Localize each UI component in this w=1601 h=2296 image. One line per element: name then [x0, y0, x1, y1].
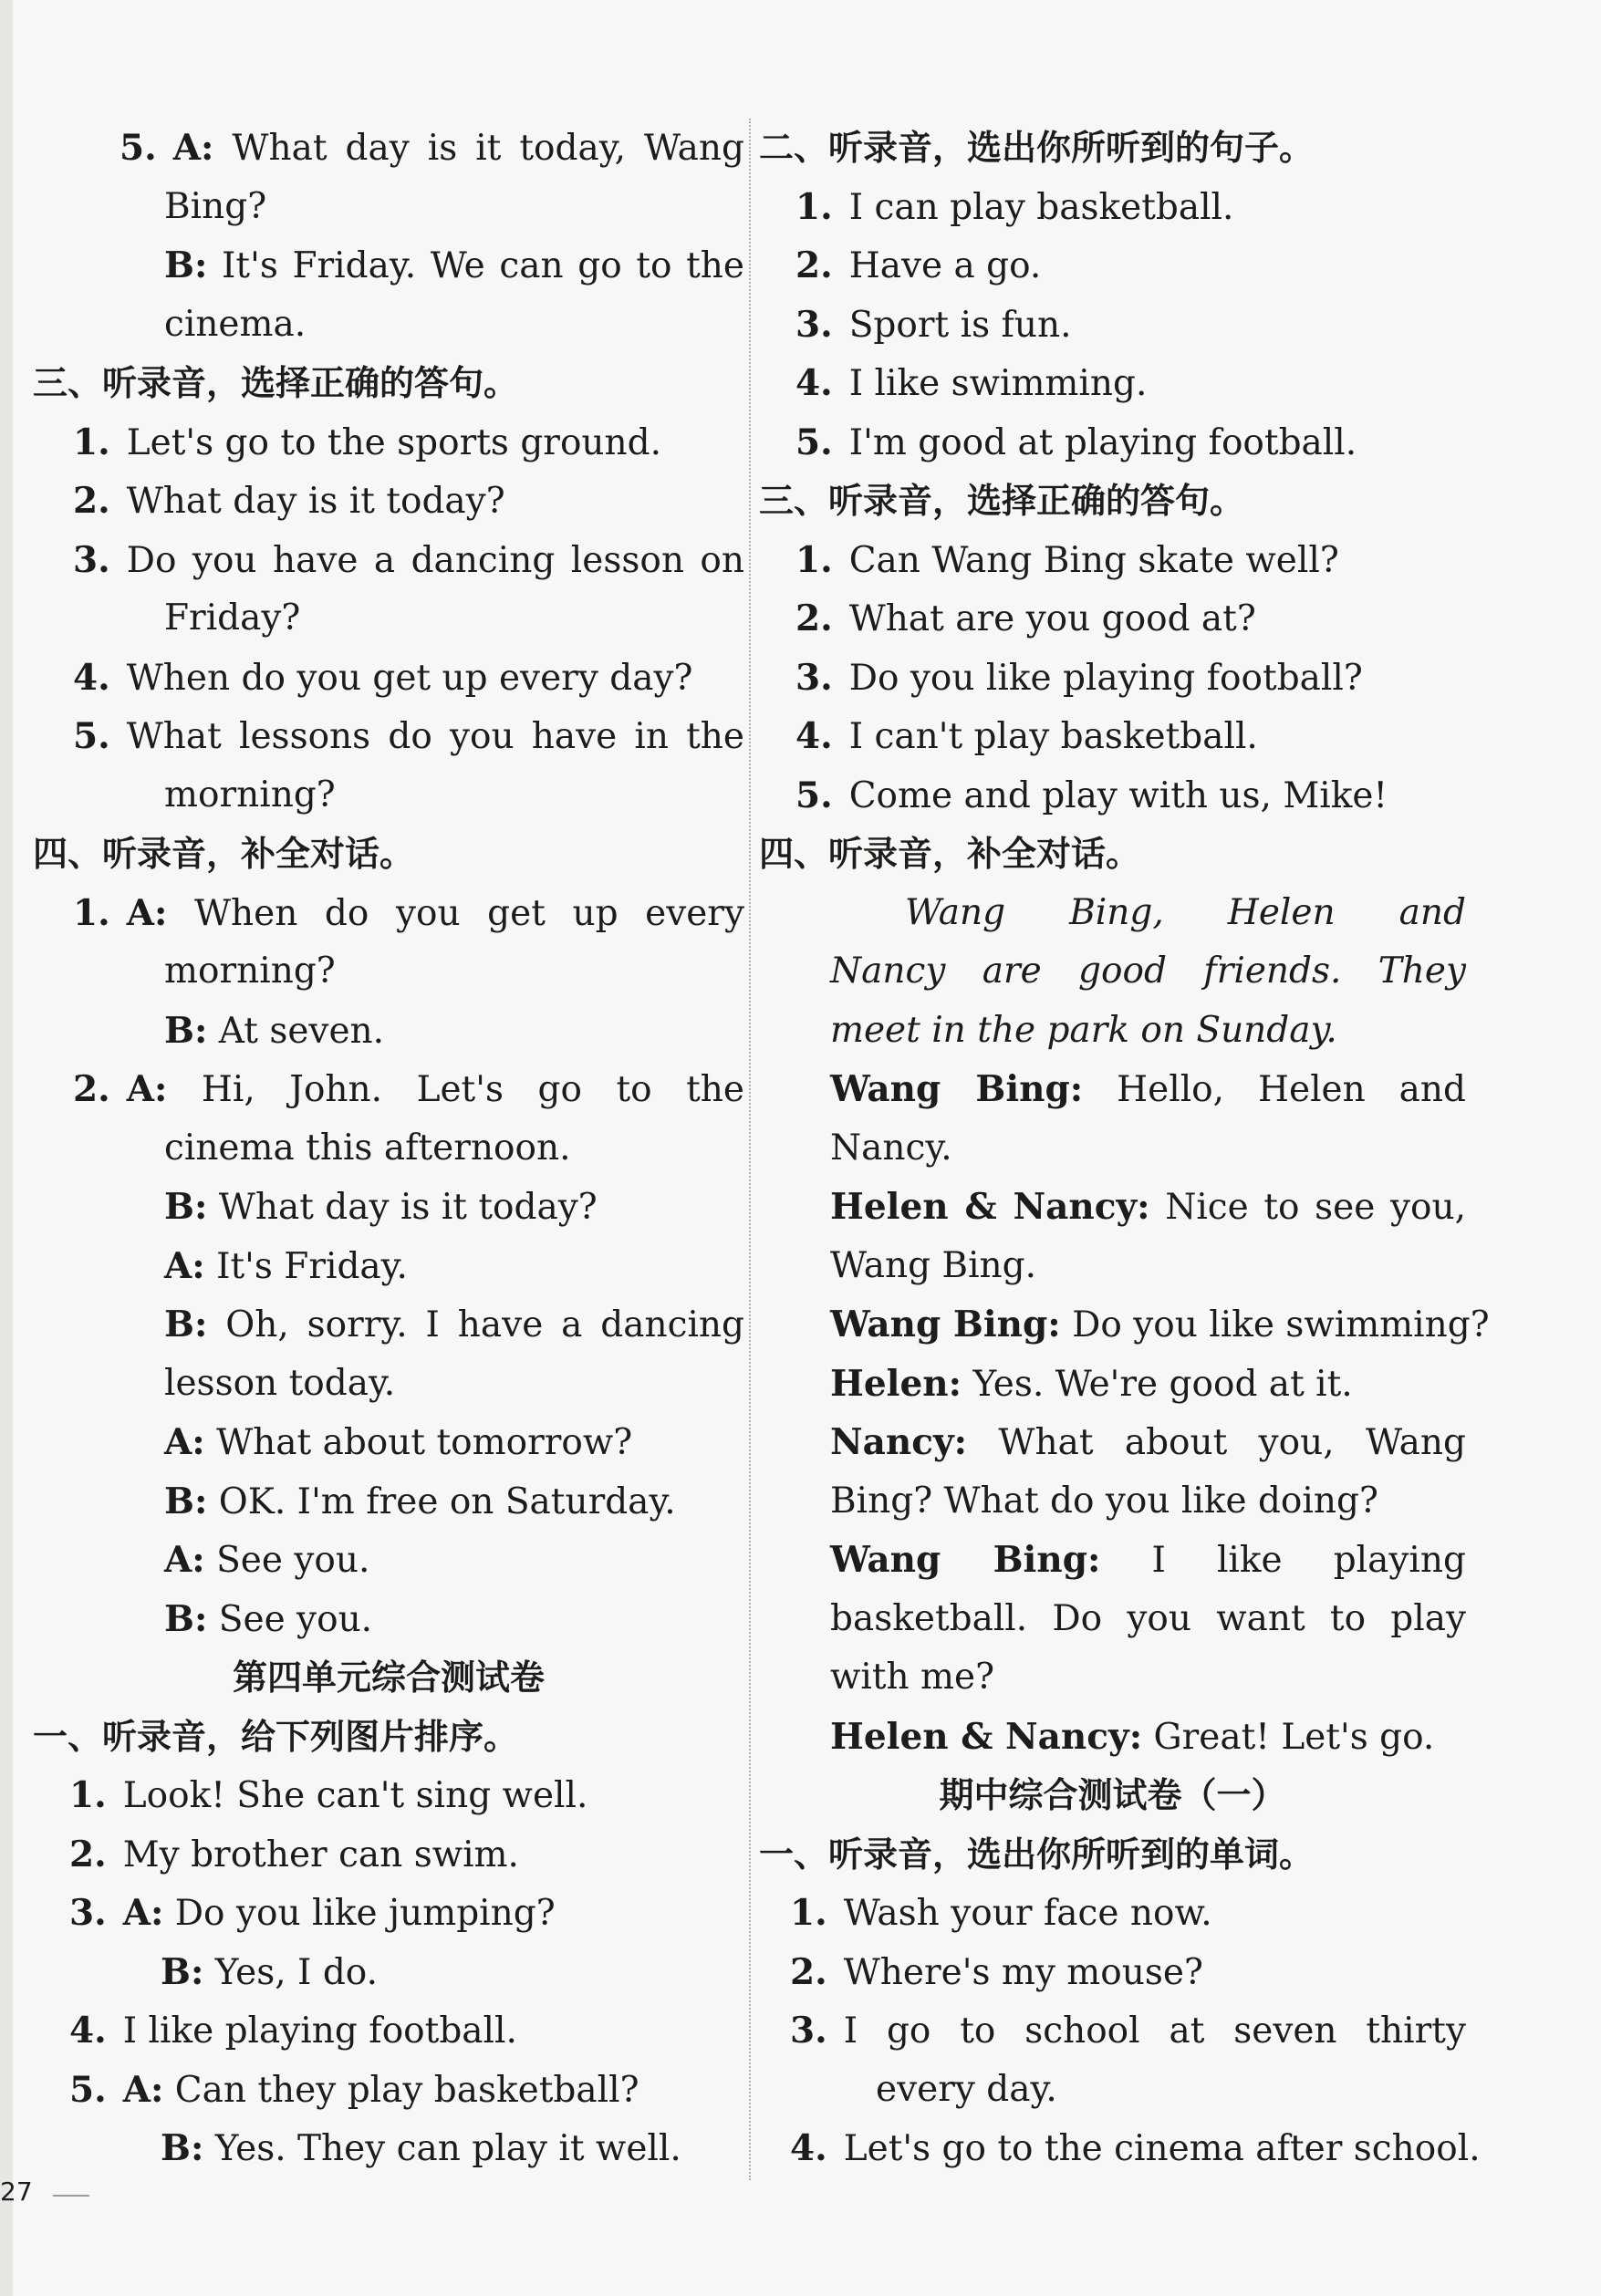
line-text: Wang Bing. [830, 1244, 1037, 1286]
line-content [127, 658, 693, 699]
line-text: What day is it today, Wang [232, 128, 744, 169]
speaker-label: Helen: [830, 1362, 962, 1405]
speaker-label: B: [164, 1304, 208, 1345]
line-content [830, 1480, 1378, 1522]
text-line [33, 1825, 744, 1884]
line-text: Sport is fun. [848, 304, 1072, 346]
line-content [164, 951, 336, 992]
line-content [905, 892, 1466, 933]
item-number: 1. [73, 891, 110, 934]
line-content [173, 128, 744, 169]
line-content [164, 186, 266, 227]
line-text: Do you like swimming? [1072, 1304, 1490, 1345]
line-text: Bing? [164, 185, 267, 227]
speaker-label: A: [126, 1068, 168, 1110]
line-content [830, 1598, 1466, 1639]
question-heading: 一、听录音，给下列图片排序。 [33, 1716, 519, 1757]
line-text: Nancy are good friends. They [830, 951, 1466, 992]
line-content [127, 1069, 744, 1110]
text-line [759, 2061, 1466, 2119]
line-content [123, 1893, 556, 1934]
line-content [164, 1304, 744, 1345]
line-content [830, 1657, 994, 1698]
line-content [830, 1422, 1466, 1463]
speaker-label: A: [122, 2068, 164, 2111]
item-number: 4. [790, 2127, 827, 2169]
line-text: Come and play with us, Mike! [848, 774, 1388, 816]
line-text: Nancy. [830, 1127, 952, 1169]
page-number: 27 [0, 2177, 33, 2207]
item-number: 1. [790, 1892, 827, 1934]
line-text: Oh, sorry. I have a dancing [225, 1304, 744, 1345]
line-content [164, 597, 300, 639]
line-content [849, 245, 1042, 286]
line-content [830, 951, 1466, 992]
line-content [830, 1069, 1466, 1110]
line-text: I like playing [1151, 1540, 1466, 1581]
line-text: At seven. [218, 1010, 385, 1052]
speaker-label: A: [122, 1892, 164, 1934]
text-line [759, 707, 1466, 765]
line-content [849, 775, 1388, 816]
line-content [830, 1245, 1036, 1286]
line-content [161, 1952, 378, 1993]
line-text: Yes, I do. [214, 1951, 378, 1993]
line-content [830, 1010, 1337, 1051]
line-content [830, 1304, 1490, 1345]
line-text: What lessons do you have in the [126, 716, 744, 757]
text-line [759, 1648, 1466, 1707]
text-line [33, 649, 744, 707]
line-content [164, 1540, 369, 1581]
item-number: 1. [69, 1774, 107, 1816]
line-content [164, 1599, 372, 1640]
text-line [33, 472, 744, 530]
item-number: 2. [73, 1068, 110, 1110]
line-text: Where's my mouse? [843, 1951, 1203, 1993]
question-heading: 三、听录音，选择正确的答句。 [33, 363, 519, 403]
line-content [849, 658, 1363, 699]
item-number: 3. [790, 2010, 827, 2052]
text-line [33, 236, 744, 295]
line-content [876, 2069, 1057, 2110]
line-text: Can Wang Bing skate well? [848, 539, 1339, 581]
section-title: 第四单元综合测试卷 [232, 1657, 545, 1698]
text-line [33, 589, 744, 648]
text-line [33, 1119, 744, 1178]
line-text: Let's go to the sports ground. [126, 421, 662, 463]
text-line [33, 1002, 744, 1060]
speaker-label: A: [126, 891, 168, 934]
item-number: 2. [795, 597, 833, 639]
line-text: Can they play basketball? [174, 2069, 639, 2111]
line-text: Do you have a dancing lesson on [126, 539, 744, 581]
text-line [759, 1472, 1466, 1531]
text-line [759, 1884, 1466, 1942]
page-edge [0, 0, 13, 2296]
column-divider [749, 119, 751, 2180]
line-text: Nice to see you, [1165, 1187, 1466, 1228]
line-content [849, 187, 1234, 228]
text-line [33, 2001, 744, 2060]
text-line [759, 178, 1466, 236]
page-number-dash [53, 2195, 89, 2197]
line-text: What day is it today? [126, 481, 505, 522]
speaker-label: B: [161, 1950, 204, 1993]
text-line [759, 1178, 1466, 1236]
speaker-label: Wang Bing: [830, 1304, 1061, 1345]
question-heading: 一、听录音，选出你所听到的单词。 [759, 1834, 1315, 1875]
line-content [164, 304, 306, 345]
text-line [759, 1943, 1466, 2001]
item-number: 3. [69, 1892, 107, 1934]
item-number: 5. [73, 715, 110, 757]
text-line [33, 1590, 744, 1648]
line-text: cinema this afternoon. [164, 1127, 571, 1169]
line-content [127, 481, 505, 522]
line-text: morning? [164, 951, 336, 992]
line-text: morning? [164, 774, 336, 816]
speaker-label: Nancy: [830, 1421, 968, 1463]
line-text: What day is it today? [218, 1187, 598, 1228]
text-line [33, 1884, 744, 1942]
text-line [759, 1060, 1466, 1118]
text-line [759, 531, 1466, 589]
item-number: 4. [795, 715, 833, 757]
text-line [33, 1237, 744, 1295]
speaker-label: B: [164, 1186, 208, 1228]
text-line [33, 413, 744, 472]
text-line [759, 413, 1466, 472]
line-text: every day. [876, 2068, 1057, 2110]
line-text: It's Friday. We can go to the [222, 245, 744, 286]
item-number: 5. [120, 127, 157, 169]
text-line [33, 296, 744, 354]
speaker-label: B: [164, 1480, 208, 1522]
line-text: Let's go to the cinema after school. [843, 2128, 1481, 2169]
line-text: basketball. Do you want to play [830, 1597, 1466, 1639]
item-number: 4. [69, 2010, 107, 2052]
line-content [164, 1363, 395, 1404]
speaker-label: A: [172, 127, 214, 169]
line-text: OK. I'm free on Saturday. [218, 1480, 676, 1522]
text-line [33, 2061, 744, 2119]
speaker-label: Helen & Nancy: [830, 1715, 1143, 1758]
item-number: 5. [795, 774, 833, 816]
text-line [33, 766, 744, 825]
line-text: I can't play basketball. [848, 716, 1258, 757]
line-content [127, 716, 744, 757]
line-content [164, 1246, 408, 1287]
line-text: Bing? What do you like doing? [830, 1480, 1378, 1522]
text-line [33, 1531, 744, 1589]
line-content [849, 540, 1339, 581]
line-text: Wash your face now. [843, 1893, 1212, 1934]
line-text: Yes. We're good at it. [972, 1363, 1353, 1405]
line-text: I like playing football. [122, 2010, 517, 2052]
text-line [33, 1178, 744, 1236]
text-line [759, 296, 1466, 354]
question-heading: 三、听录音，选择正确的答句。 [759, 481, 1245, 521]
question-heading: 四、听录音，补全对话。 [33, 834, 415, 874]
text-line [759, 1531, 1466, 1589]
line-content [830, 1717, 1434, 1758]
text-line [33, 1355, 744, 1413]
item-number: 2. [73, 480, 110, 522]
line-text: See you. [216, 1540, 370, 1581]
text-line [759, 942, 1466, 1001]
line-content [844, 1893, 1212, 1934]
line-content [849, 598, 1256, 639]
line-text: Do you like playing football? [848, 657, 1363, 699]
item-number: 1. [795, 538, 833, 581]
line-content [127, 893, 744, 934]
text-line [759, 1295, 1490, 1354]
speaker-label: Wang Bing: [830, 1068, 1084, 1110]
line-content [164, 245, 744, 286]
text-line [33, 1766, 744, 1824]
line-content [123, 1834, 519, 1875]
item-number: 2. [790, 1950, 827, 1993]
text-line [33, 1295, 744, 1354]
text-line [759, 2001, 1466, 2060]
line-content [830, 1187, 1466, 1228]
line-content [164, 774, 336, 816]
line-text: Hi, John. Let's go to the [201, 1069, 744, 1110]
text-line [33, 1472, 744, 1531]
item-number: 3. [795, 656, 833, 699]
line-text: lesson today. [164, 1362, 396, 1404]
line-text: Have a go. [848, 245, 1042, 286]
text-line [33, 1943, 744, 2001]
text-line [33, 1413, 744, 1471]
line-content [127, 540, 744, 581]
line-content [123, 2070, 639, 2111]
line-text: I'm good at playing football. [848, 421, 1357, 463]
text-line [759, 1590, 1466, 1648]
speaker-label: A: [164, 1539, 205, 1581]
line-text: I go to school at seven thirty [843, 2010, 1466, 2052]
line-content [844, 2128, 1481, 2169]
speaker-label: A: [164, 1421, 205, 1463]
line-text: Yes. They can play it well. [214, 2128, 681, 2169]
line-content [164, 1011, 384, 1052]
text-line [33, 2119, 744, 2177]
speaker-label: Wang Bing: [830, 1539, 1101, 1581]
item-number: 3. [73, 538, 110, 581]
item-number: 2. [795, 244, 833, 286]
text-line [759, 2119, 1481, 2177]
line-content [849, 716, 1258, 757]
speaker-label: B: [164, 1009, 208, 1052]
line-content [161, 2128, 681, 2169]
line-content [830, 1540, 1466, 1581]
question-heading: 二、听录音，选出你所听到的句子。 [759, 128, 1315, 168]
speaker-label: B: [164, 244, 208, 286]
line-content [849, 422, 1357, 463]
line-text: When do you get up every [193, 892, 744, 934]
speaker-label: A: [164, 1244, 205, 1287]
line-text: What are you good at? [848, 598, 1256, 639]
item-number: 5. [795, 421, 833, 463]
text-line [759, 1002, 1466, 1060]
text-line [33, 119, 744, 177]
line-content [164, 1187, 598, 1228]
item-number: 1. [73, 421, 110, 463]
line-text: cinema. [164, 303, 307, 345]
line-content [123, 1775, 588, 1816]
section-title: 期中综合测试卷（一） [939, 1775, 1286, 1815]
line-text: Hello, Helen and [1117, 1069, 1466, 1110]
speaker-label: Helen & Nancy: [830, 1186, 1150, 1228]
speaker-label: B: [164, 1597, 208, 1640]
text-line [33, 178, 744, 236]
line-text: meet in the park on Sunday. [830, 1009, 1337, 1051]
text-line [759, 766, 1466, 825]
line-text: What about tomorrow? [216, 1422, 633, 1463]
text-line [759, 236, 1466, 295]
text-line [759, 649, 1466, 707]
line-text: Do you like jumping? [174, 1893, 556, 1934]
item-number: 4. [795, 362, 833, 404]
text-line [759, 1413, 1466, 1471]
line-text: See you. [218, 1598, 373, 1640]
text-line [759, 1237, 1466, 1295]
text-line [33, 531, 744, 589]
text-line [759, 884, 1466, 942]
line-content [830, 1127, 952, 1169]
line-content [127, 422, 661, 463]
line-content [123, 2010, 517, 2052]
line-text: Look! She can't sing well. [122, 1775, 588, 1816]
item-number: 4. [73, 656, 110, 699]
line-text: I like swimming. [848, 363, 1148, 404]
line-content [844, 1952, 1203, 1993]
text-line [33, 1060, 744, 1118]
line-content [844, 2010, 1466, 2052]
line-content [164, 1127, 571, 1169]
item-number: 5. [69, 2068, 107, 2111]
question-heading: 四、听录音，补全对话。 [759, 834, 1141, 874]
item-number: 1. [795, 185, 833, 228]
line-text: Great! Let's go. [1153, 1716, 1435, 1758]
line-text: Wang Bing, Helen and [905, 891, 1466, 933]
line-text: My brother can swim. [122, 1834, 519, 1875]
text-line [33, 942, 744, 1001]
line-text: When do you get up every day? [126, 657, 693, 699]
line-text: What about you, Wang [998, 1422, 1466, 1463]
speaker-label: B: [161, 2127, 204, 2169]
line-content [849, 305, 1072, 346]
item-number: 2. [69, 1833, 107, 1875]
line-text: I can play basketball. [848, 186, 1234, 228]
item-number: 3. [795, 303, 833, 346]
line-content [164, 1422, 632, 1463]
text-line [33, 707, 744, 765]
line-text: Friday? [164, 597, 301, 639]
text-line [759, 1355, 1466, 1413]
line-content [830, 1364, 1353, 1405]
line-content [164, 1481, 676, 1522]
text-line [759, 1708, 1466, 1766]
line-text: with me? [830, 1657, 995, 1698]
text-line [759, 354, 1466, 412]
text-line [759, 589, 1466, 648]
line-text: It's Friday. [216, 1245, 408, 1287]
text-line [33, 884, 744, 942]
line-content [849, 363, 1148, 404]
text-line [759, 1119, 1466, 1178]
